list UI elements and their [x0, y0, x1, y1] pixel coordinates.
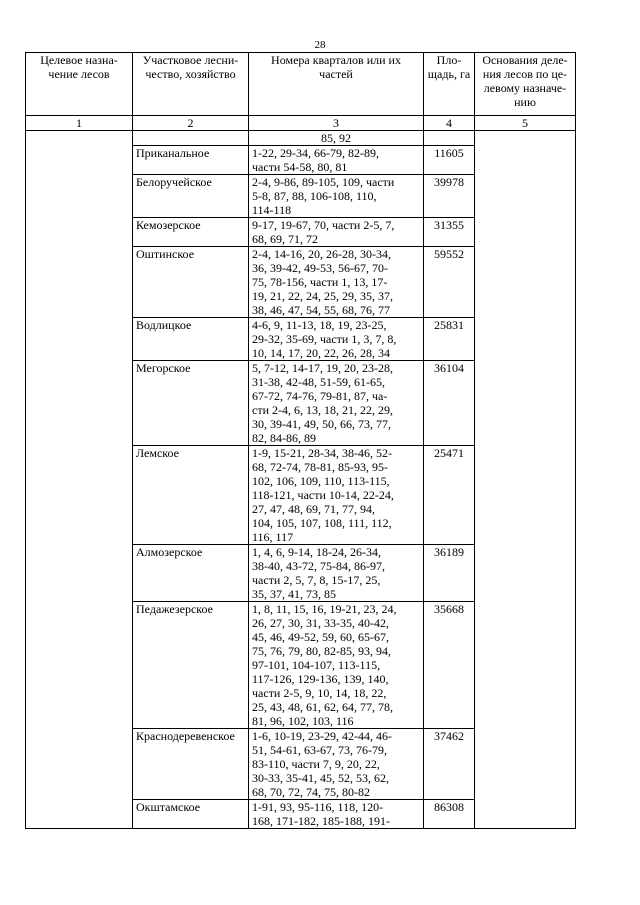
quarters-line: 1, 8, 11, 15, 16, 19-21, 23, 24, — [252, 602, 397, 616]
area-value: 25471 — [424, 446, 475, 545]
header-area — [424, 53, 475, 116]
quarters-line: 1, 4, 6, 9-14, 18-24, 26-34, — [252, 545, 381, 559]
district-name: Педажезерское — [133, 602, 249, 729]
quarters-cell — [249, 602, 424, 729]
quarters-line: 1-22, 29-34, 66-79, 82-89, — [252, 146, 379, 160]
area-value: 36189 — [424, 545, 475, 602]
quarters-line: части 2-5, 9, 10, 14, 18, 22, — [252, 686, 387, 700]
district-name: Приканальное — [133, 146, 249, 175]
quarters-line: 31-38, 42-48, 51-59, 61-65, — [252, 375, 385, 389]
quarters-line: 67-72, 74-76, 79-81, 87, ча- — [252, 389, 388, 403]
header-district — [133, 53, 249, 116]
quarters-cell — [249, 361, 424, 446]
header-purpose — [26, 53, 133, 116]
column-number-row — [26, 116, 576, 131]
purpose-cell — [26, 131, 133, 829]
quarters-line: 117-126, 129-136, 139, 140, — [252, 672, 389, 686]
header-line: Основания деле- — [482, 53, 568, 67]
header-line: ния лесов по це- — [482, 67, 568, 81]
quarters-line: 10, 14, 17, 20, 22, 26, 28, 34 — [252, 346, 390, 360]
quarters-cell — [249, 318, 424, 361]
quarters-line: 114-118 — [252, 203, 292, 217]
quarters-line: 35, 37, 41, 73, 85 — [252, 587, 336, 601]
page-number: 28 — [314, 39, 326, 51]
basis-cell — [475, 131, 576, 829]
quarters-line: 29-32, 35-69, части 1, 3, 7, 8, — [252, 332, 397, 346]
quarters-line: 75, 76, 79, 80, 82-85, 93, 94, — [252, 644, 391, 658]
table-header-row — [26, 53, 576, 116]
quarters-line: 38-40, 43-72, 75-84, 86-97, — [252, 559, 385, 573]
quarters-line: 25, 43, 48, 61, 62, 64, 77, 78, — [252, 700, 393, 714]
column-number: 3 — [249, 116, 424, 131]
header-quarters — [249, 53, 424, 116]
header-line: щадь, га — [427, 67, 471, 81]
quarters-cell — [249, 545, 424, 602]
quarters-line: 36, 39-42, 49-53, 56-67, 70- — [252, 261, 388, 275]
area-cell — [424, 131, 475, 146]
district-name: Мегорское — [133, 361, 249, 446]
district-name: Белоручейское — [133, 175, 249, 218]
district-name: Краснодеревенское — [133, 729, 249, 800]
area-value: 39978 — [424, 175, 475, 218]
column-number: 4 — [424, 116, 475, 131]
quarters-line: 104, 105, 107, 108, 111, 112, — [252, 516, 392, 530]
area-value: 35668 — [424, 602, 475, 729]
column-number: 1 — [26, 116, 133, 131]
table-body — [26, 131, 576, 829]
quarters-line: 19, 21, 22, 24, 25, 29, 35, 37, — [252, 289, 393, 303]
area-value: 25831 — [424, 318, 475, 361]
quarters-line: 27, 47, 48, 69, 71, 77, 94, — [252, 502, 375, 516]
area-value: 11605 — [424, 146, 475, 175]
header-line: Номера кварталов или их — [271, 53, 401, 67]
forest-purpose-table — [25, 52, 576, 829]
header-line: левому назначе- — [483, 81, 567, 95]
area-value: 31355 — [424, 218, 475, 247]
quarters-line: 9-17, 19-67, 70, части 2-5, 7, — [252, 218, 395, 232]
quarters-line: части 2, 5, 7, 8, 15-17, 25, — [252, 573, 381, 587]
quarters-line: 75, 78-156, части 1, 13, 17- — [252, 275, 388, 289]
quarters-line: 5, 7-12, 14-17, 19, 20, 23-28, — [252, 361, 393, 375]
quarters-line: 68, 69, 71, 72 — [252, 232, 318, 246]
quarters-line: 51, 54-61, 63-67, 73, 76-79, — [252, 743, 387, 757]
header-line: нию — [514, 95, 536, 109]
header-line: чение лесов — [48, 67, 110, 81]
header-line: чество, хозяйство — [145, 67, 236, 81]
column-number: 2 — [133, 116, 249, 131]
district-cell — [133, 131, 249, 146]
quarters-line: 5-8, 87, 88, 106-108, 110, — [252, 189, 377, 203]
quarters-line: 1-91, 93, 95-116, 118, 120- — [252, 800, 384, 814]
area-value: 86308 — [424, 800, 475, 829]
quarters-line: 4-6, 9, 11-13, 18, 19, 23-25, — [252, 318, 387, 332]
continuation-row — [26, 131, 576, 146]
district-name: Кемозерское — [133, 218, 249, 247]
header-line: Целевое назна- — [40, 53, 118, 67]
quarters-line: 38, 46, 47, 54, 55, 68, 76, 77 — [252, 303, 390, 317]
quarters-line: сти 2-4, 6, 13, 18, 21, 22, 29, — [252, 403, 393, 417]
quarters-line: 2-4, 9-86, 89-105, 109, части — [252, 175, 395, 189]
quarters-line: 83-110, части 7, 9, 20, 22, — [252, 757, 380, 771]
quarters-line: 118-121, части 10-14, 22-24, — [252, 488, 394, 502]
quarters-line: части 54-58, 80, 81 — [252, 160, 348, 174]
quarters-cell — [249, 800, 424, 829]
quarters-line: 30, 39-41, 49, 50, 66, 73, 77, — [252, 417, 391, 431]
quarters-cell — [249, 247, 424, 318]
district-name: Лемское — [133, 446, 249, 545]
quarters-line: 45, 46, 49-52, 59, 60, 65-67, — [252, 630, 389, 644]
quarters-line: 97-101, 104-107, 113-115, — [252, 658, 381, 672]
quarters-line: 102, 106, 109, 110, 113-115, — [252, 474, 390, 488]
quarters-line: 168, 171-182, 185-188, 191- — [252, 814, 390, 828]
quarters-line: 82, 84-86, 89 — [252, 431, 316, 445]
quarters-line: 116, 117 — [252, 530, 294, 544]
continuation-quarters: 85, 92 — [249, 131, 424, 146]
quarters-line: 68, 70, 72, 74, 75, 80-82 — [252, 785, 370, 799]
header-line: частей — [319, 67, 353, 81]
district-name: Алмозерское — [133, 545, 249, 602]
quarters-line: 1-6, 10-19, 23-29, 42-44, 46- — [252, 729, 392, 743]
quarters-cell — [249, 146, 424, 175]
quarters-line: 81, 96, 102, 103, 116 — [252, 714, 354, 728]
quarters-cell — [249, 218, 424, 247]
area-value: 59552 — [424, 247, 475, 318]
quarters-line: 68, 72-74, 78-81, 85-93, 95- — [252, 460, 388, 474]
quarters-cell — [249, 729, 424, 800]
header-basis — [475, 53, 576, 116]
column-number: 5 — [475, 116, 576, 131]
header-line: Участковое лесни- — [142, 53, 239, 67]
area-value: 37462 — [424, 729, 475, 800]
quarters-cell — [249, 175, 424, 218]
district-name: Водлицкое — [133, 318, 249, 361]
district-name: Оштинское — [133, 247, 249, 318]
district-name: Окштамское — [133, 800, 249, 829]
quarters-cell — [249, 446, 424, 545]
quarters-line: 26, 27, 30, 31, 33-35, 40-42, — [252, 616, 389, 630]
area-value: 36104 — [424, 361, 475, 446]
quarters-line: 30-33, 35-41, 45, 52, 53, 62, — [252, 771, 389, 785]
quarters-line: 2-4, 14-16, 20, 26-28, 30-34, — [252, 247, 391, 261]
header-line: Пло- — [436, 53, 462, 67]
quarters-line: 1-9, 15-21, 28-34, 38-46, 52- — [252, 446, 392, 460]
